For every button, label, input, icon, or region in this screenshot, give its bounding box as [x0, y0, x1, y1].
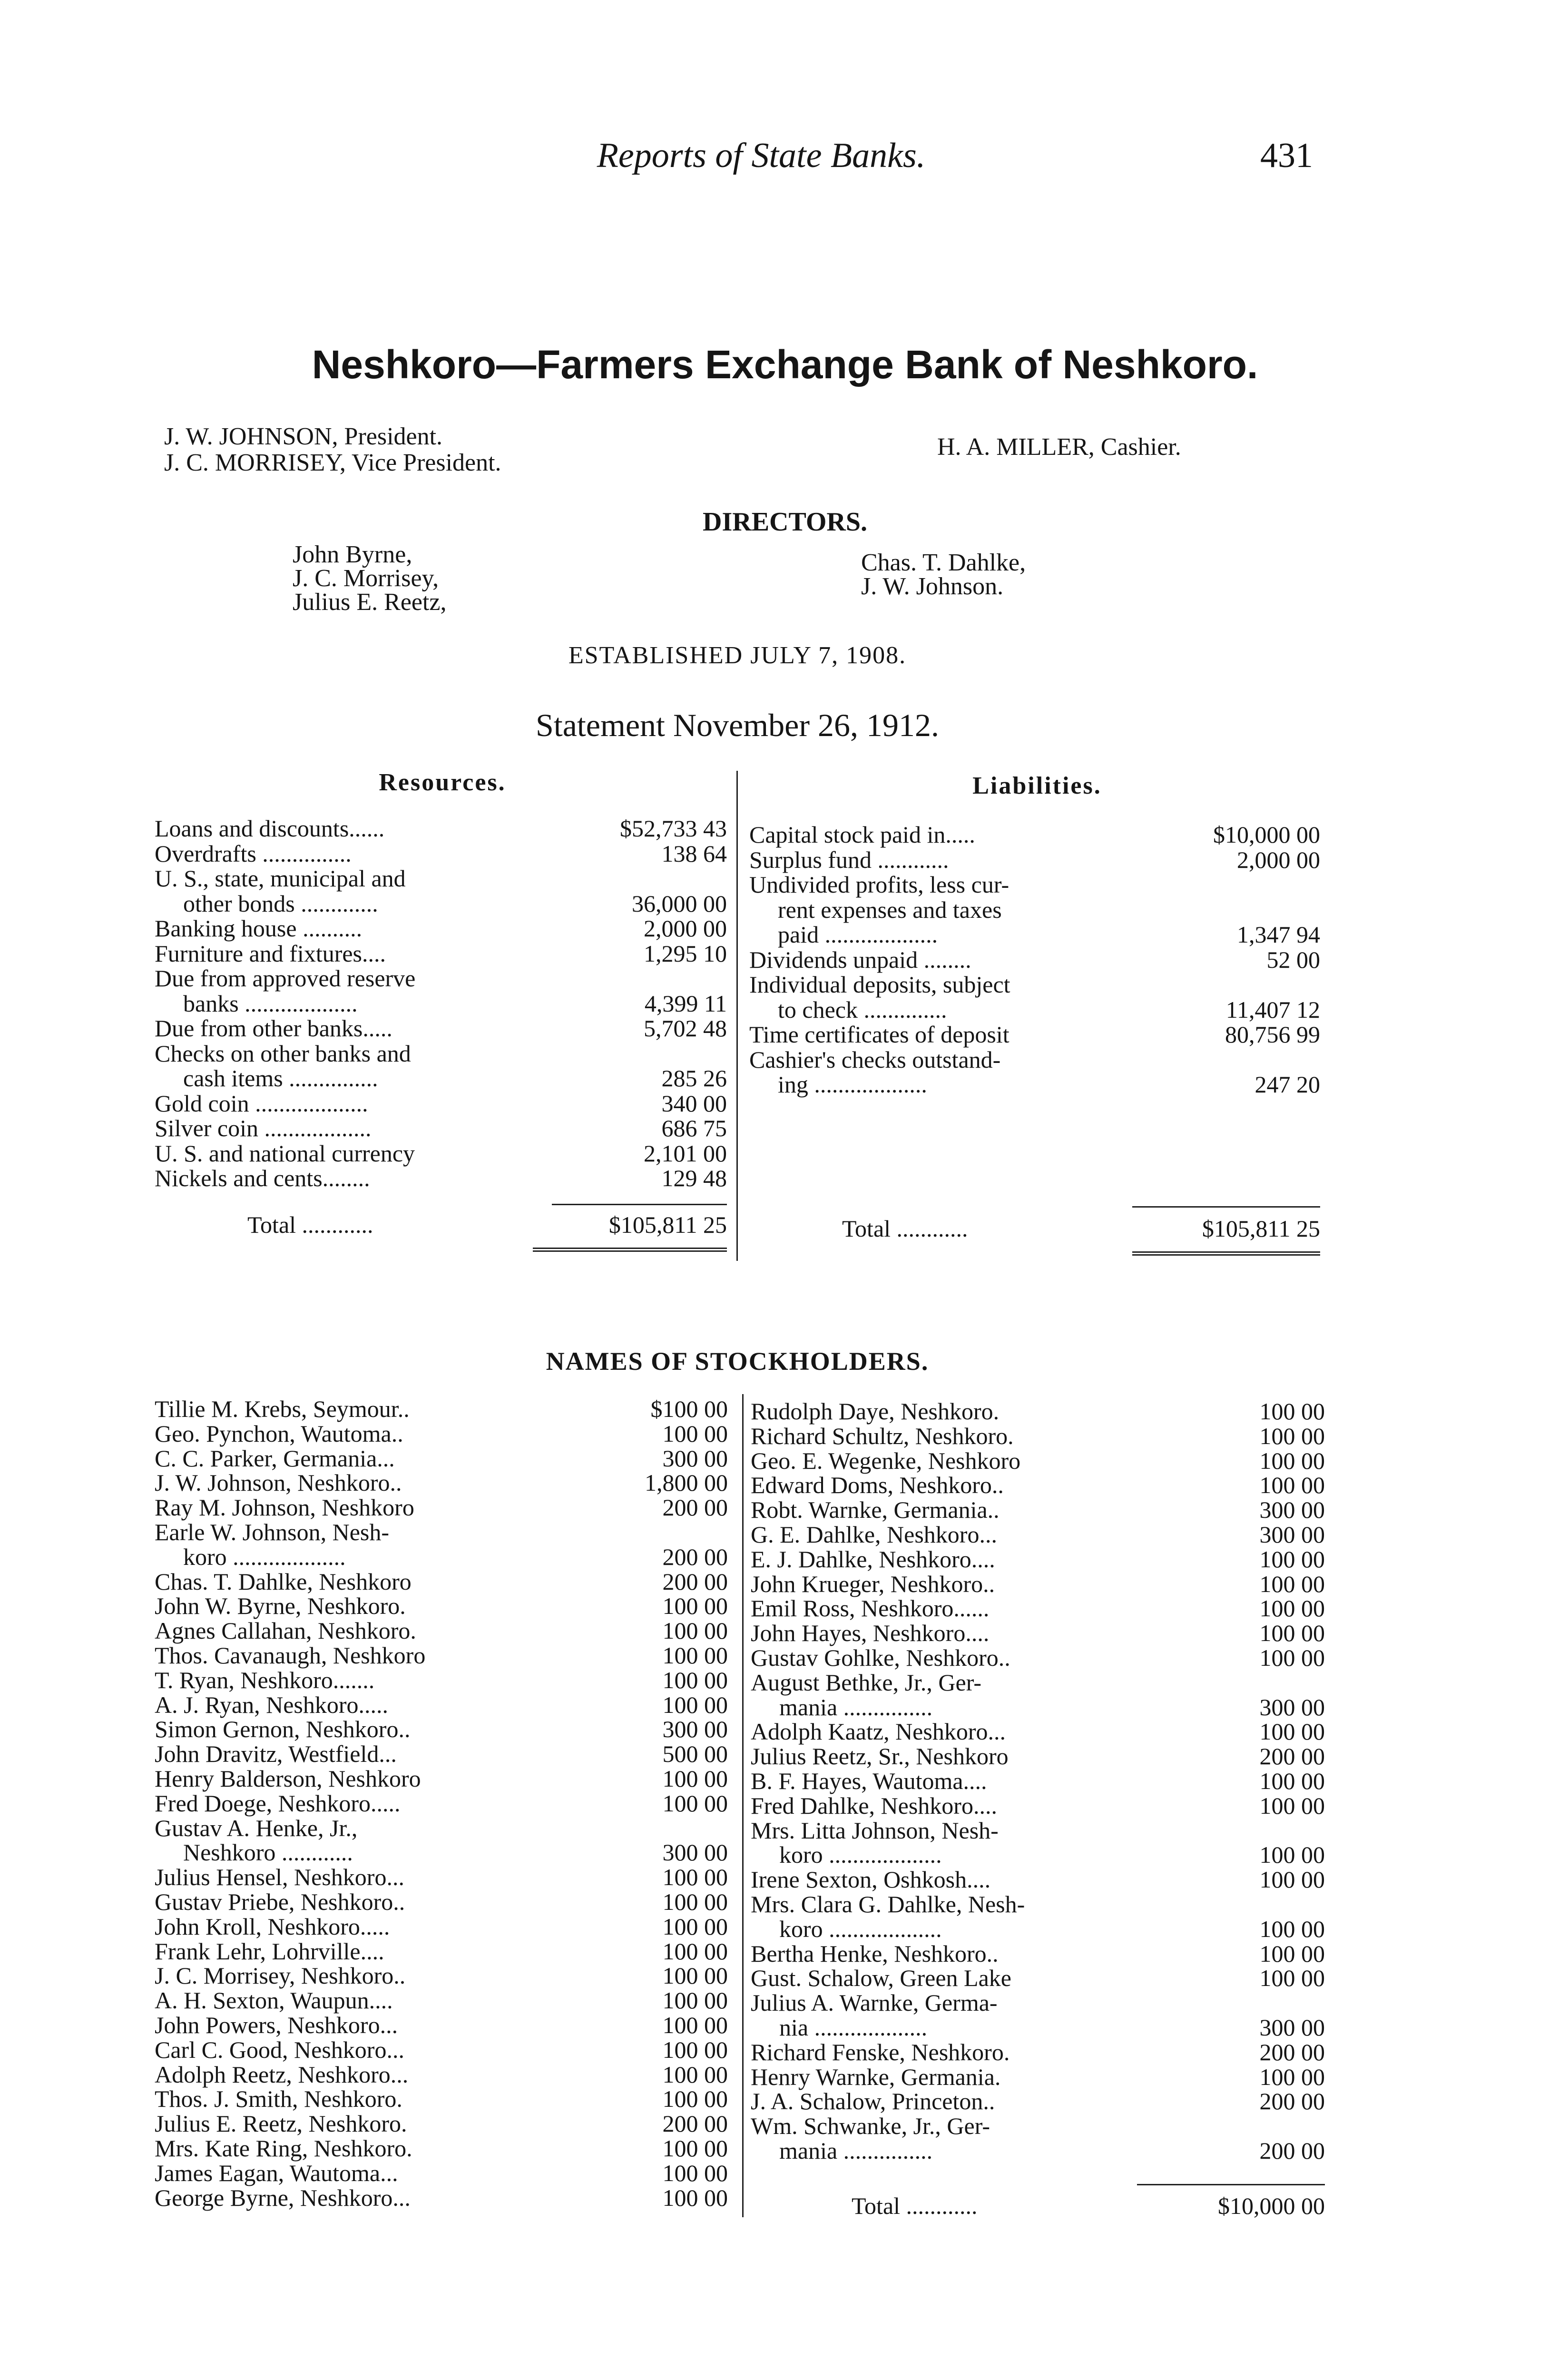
resource-row-label: U. S. and national currency [155, 1140, 415, 1167]
resource-row-amount: 340 00 [661, 1090, 727, 1117]
director-name: Julius E. Reetz, [293, 589, 447, 616]
stockholder-row-amount: 200 00 [1259, 2038, 1325, 2065]
stockholder-row-label: Julius A. Warnke, Germa- [751, 1989, 998, 2016]
resource-row-label: Banking house .......... [155, 915, 363, 942]
stockholder-row-amount: 500 00 [662, 1740, 728, 1768]
stockholder-row-amount: 100 00 [1259, 1620, 1325, 1647]
stockholder-row-label: John Dravitz, Westfield... [155, 1740, 397, 1768]
stockholder-row-label: Geo. E. Wegenke, Neshkoro [751, 1447, 1021, 1474]
stockholder-row-amount: 100 00 [1259, 1545, 1325, 1573]
liability-row-label: Capital stock paid in..... [749, 821, 975, 848]
stockholder-row-amount: 100 00 [662, 2085, 728, 2113]
stockholder-row-amount: 100 00 [1259, 1768, 1325, 1794]
stockholder-row-amount: 300 00 [1259, 1496, 1325, 1524]
stockholder-row-label: B. F. Hayes, Wautoma.... [751, 1768, 987, 1794]
stockholder-row-label: Mrs. Litta Johnson, Nesh- [751, 1817, 999, 1844]
stockholder-row-label: Simon Gernon, Neshkoro.. [155, 1716, 411, 1743]
resource-row-label: Loans and discounts...... [155, 815, 385, 842]
stockholder-row-label: J. A. Schalow, Princeton.. [751, 2088, 995, 2115]
stockholder-row-label: Earle W. Johnson, Nesh- [155, 1519, 389, 1545]
liability-row-label: ing ................... [778, 1071, 927, 1098]
stockholder-row-label: A. H. Sexton, Waupun.... [155, 1987, 393, 2014]
resource-row-amount: 686 75 [661, 1115, 727, 1141]
liability-row-label: paid ................... [778, 921, 938, 948]
liability-row-amount: 52 00 [1266, 946, 1320, 973]
stockholder-row-amount: 100 00 [662, 2061, 728, 2088]
stockholder-row-amount: 100 00 [1259, 1472, 1325, 1499]
stockholder-row-label: Bertha Henke, Neshkoro.. [751, 1940, 999, 1967]
stockholder-row-amount: 100 00 [662, 2159, 728, 2186]
stockholder-row-label: Emil Ross, Neshkoro...... [751, 1595, 990, 1622]
stockholder-row-label: Gustav Priebe, Neshkoro.. [155, 1888, 405, 1915]
stockholder-row-label: Adolph Reetz, Neshkoro... [155, 2061, 409, 2088]
liability-row-amount: 11,407 12 [1225, 996, 1320, 1023]
resource-row-label: Checks on other banks and [155, 1040, 411, 1067]
stockholder-row-amount: 300 00 [1259, 1521, 1325, 1548]
liabilities-total-label: Total ............ [842, 1215, 968, 1242]
stockholder-row-label: John Hayes, Neshkoro.... [751, 1620, 990, 1647]
resources-total-double-rule [533, 1248, 727, 1252]
stockholder-row-label: Tillie M. Krebs, Seymour.. [155, 1396, 410, 1422]
stockholder-row-amount: 100 00 [1259, 1644, 1325, 1671]
director-name: J. W. Johnson. [861, 573, 1004, 600]
cashier: H. A. MILLER, Cashier. [937, 433, 1181, 461]
stockholder-row-amount: 100 00 [662, 1913, 728, 1940]
stockholder-row-amount: 100 00 [662, 1789, 728, 1817]
stockholder-row-label: John Powers, Neshkoro... [155, 2012, 398, 2038]
stockholder-row-amount: 100 00 [662, 1666, 728, 1693]
resource-row-amount: $52,733 43 [620, 815, 727, 842]
stockholder-row-amount: 200 00 [662, 1494, 728, 1521]
stockholder-row-label: John W. Byrne, Neshkoro. [155, 1593, 406, 1620]
stockholder-row-label: Robt. Warnke, Germania.. [751, 1496, 1000, 1524]
director-name: John Byrne, [293, 541, 412, 568]
stockholder-row-label: Wm. Schwanke, Jr., Ger- [751, 2113, 990, 2140]
stockholder-row-label: George Byrne, Neshkoro... [155, 2184, 411, 2211]
resource-row-amount: 36,000 00 [632, 890, 727, 917]
stockholder-row-label: Henry Warnke, Germania. [751, 2063, 1001, 2090]
stockholder-row-amount: $100 00 [650, 1396, 728, 1422]
stockholder-row-label: John Kroll, Neshkoro..... [155, 1913, 390, 1940]
stockholder-row-label: Julius Hensel, Neshkoro... [155, 1864, 404, 1891]
stockholder-row-amount: 100 00 [662, 1888, 728, 1915]
statement-title: Statement November 26, 1912. [536, 707, 939, 743]
president: J. W. JOHNSON, President. [164, 423, 443, 450]
stockholder-row-label: Ray M. Johnson, Neshkoro [155, 1494, 414, 1521]
stockholder-row-amount: 100 00 [662, 1962, 728, 1989]
stockholder-row-amount: 100 00 [1259, 1940, 1325, 1967]
stockholder-row-amount: 100 00 [1259, 1792, 1325, 1819]
stockholder-row-amount: 100 00 [1259, 1718, 1325, 1745]
liabilities-total-double-rule [1132, 1251, 1320, 1256]
liabilities-total-amount: $105,811 25 [1202, 1215, 1320, 1242]
bank-title: Neshkoro—Farmers Exchange Bank of Neshkoro. [312, 342, 1258, 387]
stockholder-row-label: Agnes Callahan, Neshkoro. [155, 1617, 416, 1644]
liability-row-label: Undivided profits, less cur- [749, 871, 1009, 898]
stockholder-row-amount: 100 00 [662, 1593, 728, 1620]
stockholders-total-amount: $10,000 00 [1218, 2192, 1325, 2219]
stockholder-row-amount: 100 00 [662, 1617, 728, 1644]
resources-total-rule [552, 1204, 727, 1205]
stockholder-row-amount: 300 00 [1259, 2014, 1325, 2041]
resources-heading: Resources. [379, 769, 506, 796]
liability-row-amount: 247 20 [1254, 1071, 1320, 1098]
stockholder-row-label: Neshkoro ............ [183, 1839, 353, 1866]
stockholder-row-label: August Bethke, Jr., Ger- [751, 1669, 982, 1696]
director-name: J. C. Morrisey, [293, 565, 439, 592]
stockholders-total-label: Total ............ [852, 2192, 978, 2219]
stockholder-row-label: Mrs. Kate Ring, Neshkoro. [155, 2135, 412, 2162]
stockholder-row-amount: 100 00 [1259, 1866, 1325, 1893]
liability-row-amount: 1,347 94 [1237, 921, 1320, 948]
statement-column-divider [736, 771, 738, 1261]
page-number: 431 [1260, 136, 1313, 175]
director-name: Chas. T. Dahlke, [861, 549, 1026, 576]
stockholder-row-label: T. Ryan, Neshkoro....... [155, 1666, 375, 1693]
stockholder-row-label: Irene Sexton, Oshkosh.... [751, 1866, 991, 1893]
liability-row-label: Surplus fund ............ [749, 846, 949, 873]
stockholder-row-amount: 100 00 [662, 2012, 728, 2038]
stockholder-row-amount: 100 00 [662, 2135, 728, 2162]
stockholder-row-amount: 100 00 [662, 1987, 728, 2014]
running-title: Reports of State Banks. [597, 136, 926, 175]
stockholder-row-amount: 200 00 [1259, 1743, 1325, 1770]
stockholder-row-amount: 100 00 [662, 1420, 728, 1447]
stockholder-row-label: Fred Doege, Neshkoro..... [155, 1789, 401, 1817]
resource-row-label: banks ................... [183, 990, 358, 1017]
stockholder-row-label: Julius Reetz, Sr., Neshkoro [751, 1743, 1009, 1770]
resources-total-amount: $105,811 25 [608, 1211, 727, 1238]
resource-row-label: Nickels and cents........ [155, 1165, 370, 1191]
stockholder-row-amount: 100 00 [1259, 1422, 1325, 1449]
stockholder-row-label: Richard Fenske, Neshkoro. [751, 2038, 1010, 2065]
stockholder-row-amount: 200 00 [662, 1568, 728, 1595]
stockholders-column-divider [742, 1394, 744, 2217]
resource-row-amount: 129 48 [661, 1165, 727, 1191]
stockholder-row-amount: 300 00 [662, 1839, 728, 1866]
liability-row-label: rent expenses and taxes [778, 896, 1002, 923]
stockholder-row-label: C. C. Parker, Germania... [155, 1445, 395, 1472]
stockholder-row-label: koro ................... [779, 1915, 942, 1942]
stockholder-row-amount: 300 00 [1259, 1693, 1325, 1720]
stockholder-row-amount: 200 00 [662, 2110, 728, 2137]
vice-president: J. C. MORRISEY, Vice President. [164, 449, 501, 476]
stockholder-row-amount: 100 00 [1259, 1570, 1325, 1597]
stockholder-row-amount: 100 00 [662, 1864, 728, 1891]
stockholder-row-label: Adolph Kaatz, Neshkoro... [751, 1718, 1006, 1745]
liability-row-label: Cashier's checks outstand- [749, 1046, 1001, 1073]
resource-row-label: Furniture and fixtures.... [155, 940, 386, 967]
liability-row-amount: 80,756 99 [1225, 1021, 1320, 1048]
resource-row-amount: 1,295 10 [644, 940, 727, 967]
stockholder-row-label: James Eagan, Wautoma... [155, 2159, 398, 2186]
stockholder-row-amount: 100 00 [662, 2036, 728, 2063]
stockholder-row-amount: 100 00 [1259, 1841, 1325, 1868]
stockholder-row-label: A. J. Ryan, Neshkoro..... [155, 1691, 389, 1718]
resource-row-label: Due from approved reserve [155, 965, 416, 992]
stockholder-row-label: Carl C. Good, Neshkoro... [155, 2036, 404, 2063]
stockholders-total-rule [1137, 2184, 1325, 2185]
stockholder-row-label: Fred Dahlke, Neshkoro.... [751, 1792, 997, 1819]
liability-row-amount: $10,000 00 [1213, 821, 1320, 848]
stockholder-row-amount: 1,800 00 [645, 1469, 728, 1496]
stockholder-row-label: Thos. J. Smith, Neshkoro. [155, 2085, 402, 2113]
stockholder-row-label: Frank Lehr, Lohrville.... [155, 1937, 384, 1965]
resource-row-label: U. S., state, municipal and [155, 865, 406, 892]
liabilities-total-rule [1132, 1206, 1320, 1208]
stockholder-row-label: Julius E. Reetz, Neshkoro. [155, 2110, 407, 2137]
stockholder-row-label: Mrs. Clara G. Dahlke, Nesh- [751, 1891, 1025, 1917]
stockholder-row-label: mania ............... [779, 2137, 933, 2164]
resource-row-label: other bonds ............. [183, 890, 378, 917]
stockholder-row-label: John Krueger, Neshkoro.. [751, 1570, 995, 1597]
stockholders-heading: NAMES OF STOCKHOLDERS. [546, 1347, 929, 1376]
resource-row-label: Gold coin ................... [155, 1090, 368, 1117]
resource-row-amount: 2,101 00 [644, 1140, 727, 1167]
resources-total-label: Total ............ [247, 1211, 373, 1238]
stockholder-row-amount: 100 00 [1259, 1965, 1325, 1992]
stockholder-row-label: Richard Schultz, Neshkoro. [751, 1422, 1014, 1449]
liability-row-amount: 2,000 00 [1237, 846, 1320, 873]
stockholder-row-label: Gustav Gohlke, Neshkoro.. [751, 1644, 1010, 1671]
resource-row-label: Silver coin .................. [155, 1115, 372, 1141]
liability-row-label: Dividends unpaid ........ [749, 946, 971, 973]
stockholder-row-amount: 200 00 [662, 1543, 728, 1570]
resource-row-amount: 285 26 [661, 1065, 727, 1091]
stockholder-row-label: mania ............... [779, 1693, 933, 1720]
stockholder-row-label: Henry Balderson, Neshkoro [155, 1765, 421, 1792]
established-date: ESTABLISHED JULY 7, 1908. [568, 642, 907, 669]
liability-row-label: Time certificates of deposit [749, 1021, 1009, 1048]
stockholder-row-label: Rudolph Daye, Neshkoro. [751, 1398, 1000, 1425]
resource-row-amount: 4,399 11 [644, 990, 727, 1017]
stockholder-row-label: J. W. Johnson, Neshkoro.. [155, 1469, 402, 1496]
resource-row-amount: 138 64 [661, 840, 727, 867]
resource-row-label: cash items ............... [183, 1065, 378, 1091]
stockholder-row-label: Thos. Cavanaugh, Neshkoro [155, 1642, 426, 1669]
stockholder-row-label: koro ................... [779, 1841, 942, 1868]
stockholder-row-amount: 100 00 [662, 1937, 728, 1965]
stockholder-row-label: G. E. Dahlke, Neshkoro... [751, 1521, 997, 1548]
stockholder-row-label: Geo. Pynchon, Wautoma.. [155, 1420, 403, 1447]
resource-row-amount: 2,000 00 [644, 915, 727, 942]
stockholder-row-label: J. C. Morrisey, Neshkoro.. [155, 1962, 406, 1989]
stockholder-row-amount: 300 00 [662, 1445, 728, 1472]
stockholder-row-amount: 100 00 [662, 1642, 728, 1669]
stockholder-row-label: koro ................... [183, 1543, 346, 1570]
stockholder-row-amount: 300 00 [662, 1716, 728, 1743]
stockholder-row-amount: 100 00 [1259, 1447, 1325, 1474]
stockholder-row-label: nia ................... [779, 2014, 928, 2041]
liability-row-label: to check .............. [778, 996, 947, 1023]
stockholder-row-label: Edward Doms, Neshkoro.. [751, 1472, 1004, 1499]
stockholder-row-label: E. J. Dahlke, Neshkoro.... [751, 1545, 995, 1573]
stockholder-row-amount: 100 00 [662, 2184, 728, 2211]
resource-row-amount: 5,702 48 [644, 1015, 727, 1042]
resource-row-label: Overdrafts ............... [155, 840, 352, 867]
stockholder-row-amount: 100 00 [1259, 1915, 1325, 1942]
directors-heading: DIRECTORS. [703, 507, 867, 537]
stockholder-row-amount: 100 00 [1259, 1595, 1325, 1622]
liability-row-label: Individual deposits, subject [749, 971, 1010, 998]
stockholder-row-amount: 200 00 [1259, 2088, 1325, 2115]
stockholder-row-label: Gustav A. Henke, Jr., [155, 1814, 358, 1841]
stockholder-row-amount: 100 00 [662, 1765, 728, 1792]
stockholder-row-label: Gust. Schalow, Green Lake [751, 1965, 1011, 1992]
stockholder-row-amount: 200 00 [1259, 2137, 1325, 2164]
liabilities-heading: Liabilities. [972, 772, 1102, 799]
resource-row-label: Due from other banks..... [155, 1015, 392, 1042]
stockholder-row-label: Chas. T. Dahlke, Neshkoro [155, 1568, 412, 1595]
stockholder-row-amount: 100 00 [1259, 2063, 1325, 2090]
stockholder-row-amount: 100 00 [1259, 1398, 1325, 1425]
stockholder-row-amount: 100 00 [662, 1691, 728, 1718]
